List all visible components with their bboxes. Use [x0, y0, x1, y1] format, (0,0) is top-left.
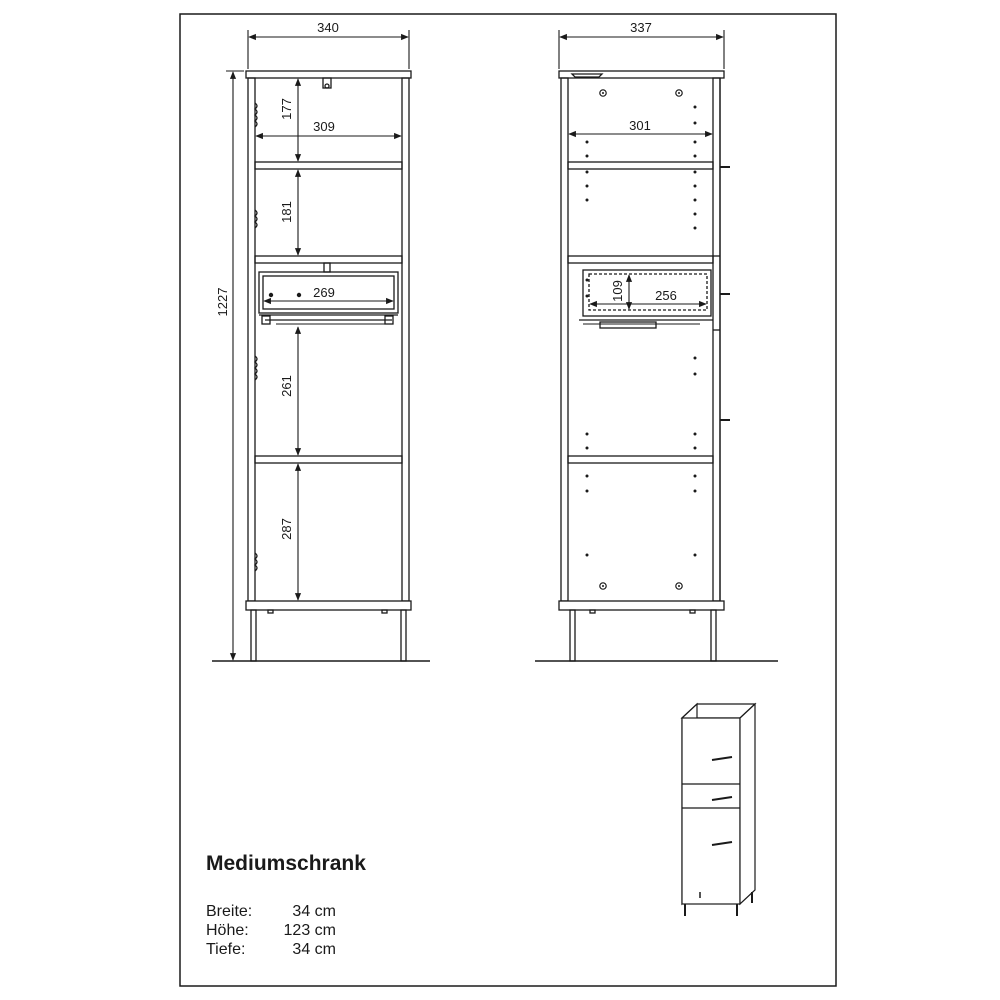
dim-side-depth: 337 [630, 20, 652, 35]
front-right-panel [402, 78, 409, 601]
spec-label: Höhe: [206, 922, 249, 939]
side-view [559, 71, 730, 661]
spec-value: 123 cm [283, 922, 336, 939]
side-shelf-2 [568, 256, 713, 263]
front-left-panel [248, 78, 255, 601]
side-leg-front [711, 610, 716, 661]
dim-front-third-gap: 261 [279, 375, 294, 397]
front-shelf-3 [255, 456, 402, 463]
spec-row-depth [206, 941, 346, 961]
side-drawer-box [583, 270, 711, 316]
dim-total-height: 1227 [215, 287, 230, 317]
dim-side-drawer-height: 109 [610, 280, 625, 302]
front-shelf-1 [255, 162, 402, 169]
side-drawer-runner [600, 322, 656, 328]
side-shelf-1 [568, 162, 713, 169]
front-glide-left [268, 610, 273, 613]
side-screw-holes [586, 90, 697, 589]
front-hanger [323, 78, 331, 88]
spec-label: Tiefe: [206, 941, 246, 958]
front-leg-right [401, 610, 406, 661]
spec-value: 34 cm [292, 903, 336, 920]
front-drawer-dot-1 [269, 293, 273, 297]
side-front-panel [713, 78, 720, 601]
spec-label: Breite: [206, 903, 253, 920]
side-drawer-inner [589, 274, 707, 310]
dim-front-drawer-width: 269 [313, 285, 335, 300]
dim-front-top-gap: 177 [279, 98, 294, 120]
dim-side-drawer-width: 256 [655, 288, 677, 303]
front-shelf-2 [255, 256, 402, 263]
spec-value: 34 cm [292, 941, 336, 958]
dim-front-width: 340 [317, 20, 339, 35]
side-plinth [559, 601, 724, 610]
dim-front-second-gap: 181 [279, 201, 294, 223]
dim-side-inner-width: 301 [629, 118, 651, 133]
front-top-panel [246, 71, 411, 78]
spec-row-width [206, 903, 346, 923]
spec-row-height [206, 922, 346, 942]
front-plinth [246, 601, 411, 610]
side-back-panel [561, 78, 568, 601]
side-shelf-3 [568, 456, 713, 463]
side-leg-back [570, 610, 575, 661]
isometric-cabinet-illustration [682, 704, 755, 916]
front-drawer-dot-2 [297, 293, 301, 297]
front-glide-right [382, 610, 387, 613]
dim-front-inner-width: 309 [313, 119, 335, 134]
front-view [246, 71, 411, 661]
iso-front-face [682, 718, 740, 904]
dim-front-bottom-gap: 287 [279, 518, 294, 540]
front-leg-left [251, 610, 256, 661]
product-title: Mediumschrank [206, 852, 366, 875]
